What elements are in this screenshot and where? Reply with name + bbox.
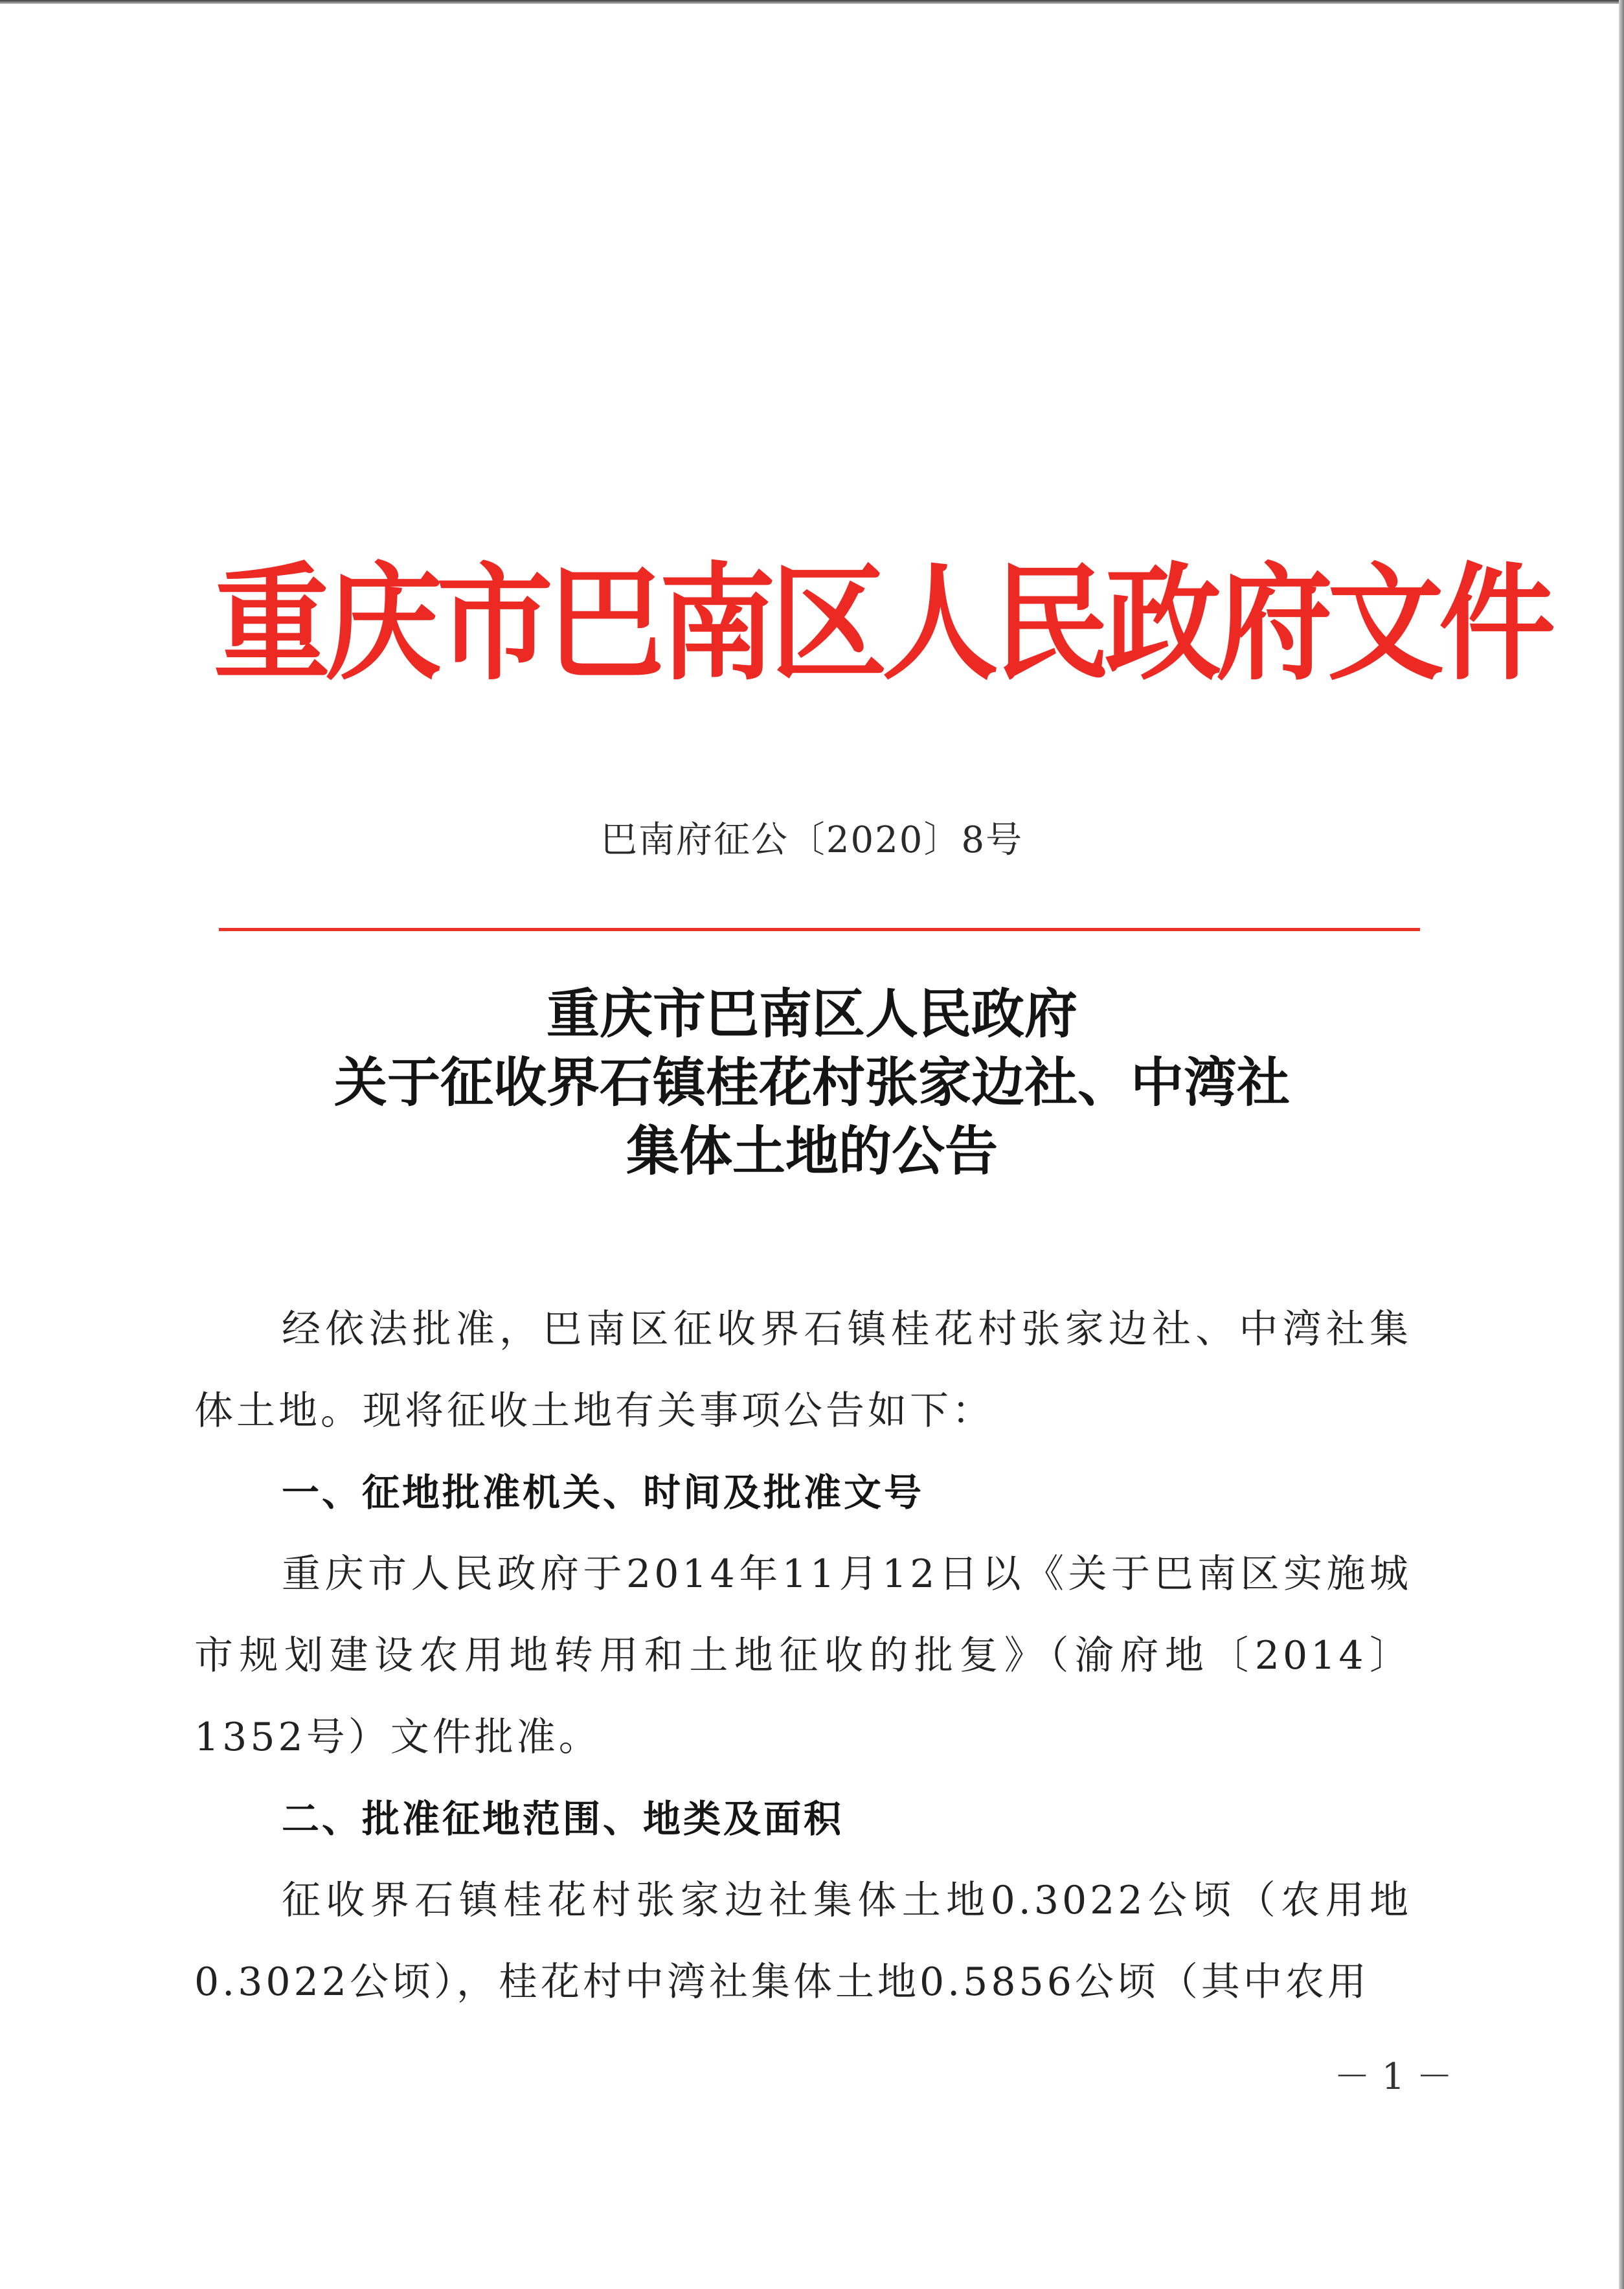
scan-edge-top bbox=[0, 0, 1624, 4]
notice-body bbox=[194, 1289, 1412, 2023]
notice-title-line-2: 关于征收界石镇桂花村张家边社、中湾社 bbox=[333, 1052, 1290, 1114]
issuer-header-title: 重庆市巴南区人民政府文件 bbox=[214, 550, 1551, 698]
intro-paragraph: 经依法批准，巴南区征收界石镇桂花村张家边社、中湾社集体土地。现将征收土地有关事项公告如下： bbox=[194, 1307, 1412, 1434]
section-heading-approval: 一、征地批准机关、时间及批准文号 bbox=[282, 1471, 925, 1515]
notice-title-line-1: 重庆市巴南区人民政府 bbox=[546, 983, 1077, 1045]
notice-title-line-3: 集体土地的公告 bbox=[626, 1120, 998, 1182]
red-divider-line bbox=[219, 928, 1420, 931]
notice-title bbox=[0, 980, 1624, 1186]
scope-paragraph: 征收界石镇桂花村张家边社集体土地0.3022公顷（农用地0.3022公顷），桂花村中湾社集体土地0.5856公顷（其中农用 bbox=[194, 1878, 1412, 2005]
page-number: － 1 － bbox=[1334, 2056, 1453, 2098]
document-number: 巴南府征公〔2020〕8号 bbox=[600, 819, 1024, 861]
section-heading-scope: 二、批准征地范围、地类及面积 bbox=[282, 1797, 844, 1841]
approval-paragraph: 重庆市人民政府于2014年11月12日以《关于巴南区实施城市规划建设农用地转用和土地征收的批复》（渝府地〔2014〕1352号）文件批准。 bbox=[194, 1551, 1412, 1760]
